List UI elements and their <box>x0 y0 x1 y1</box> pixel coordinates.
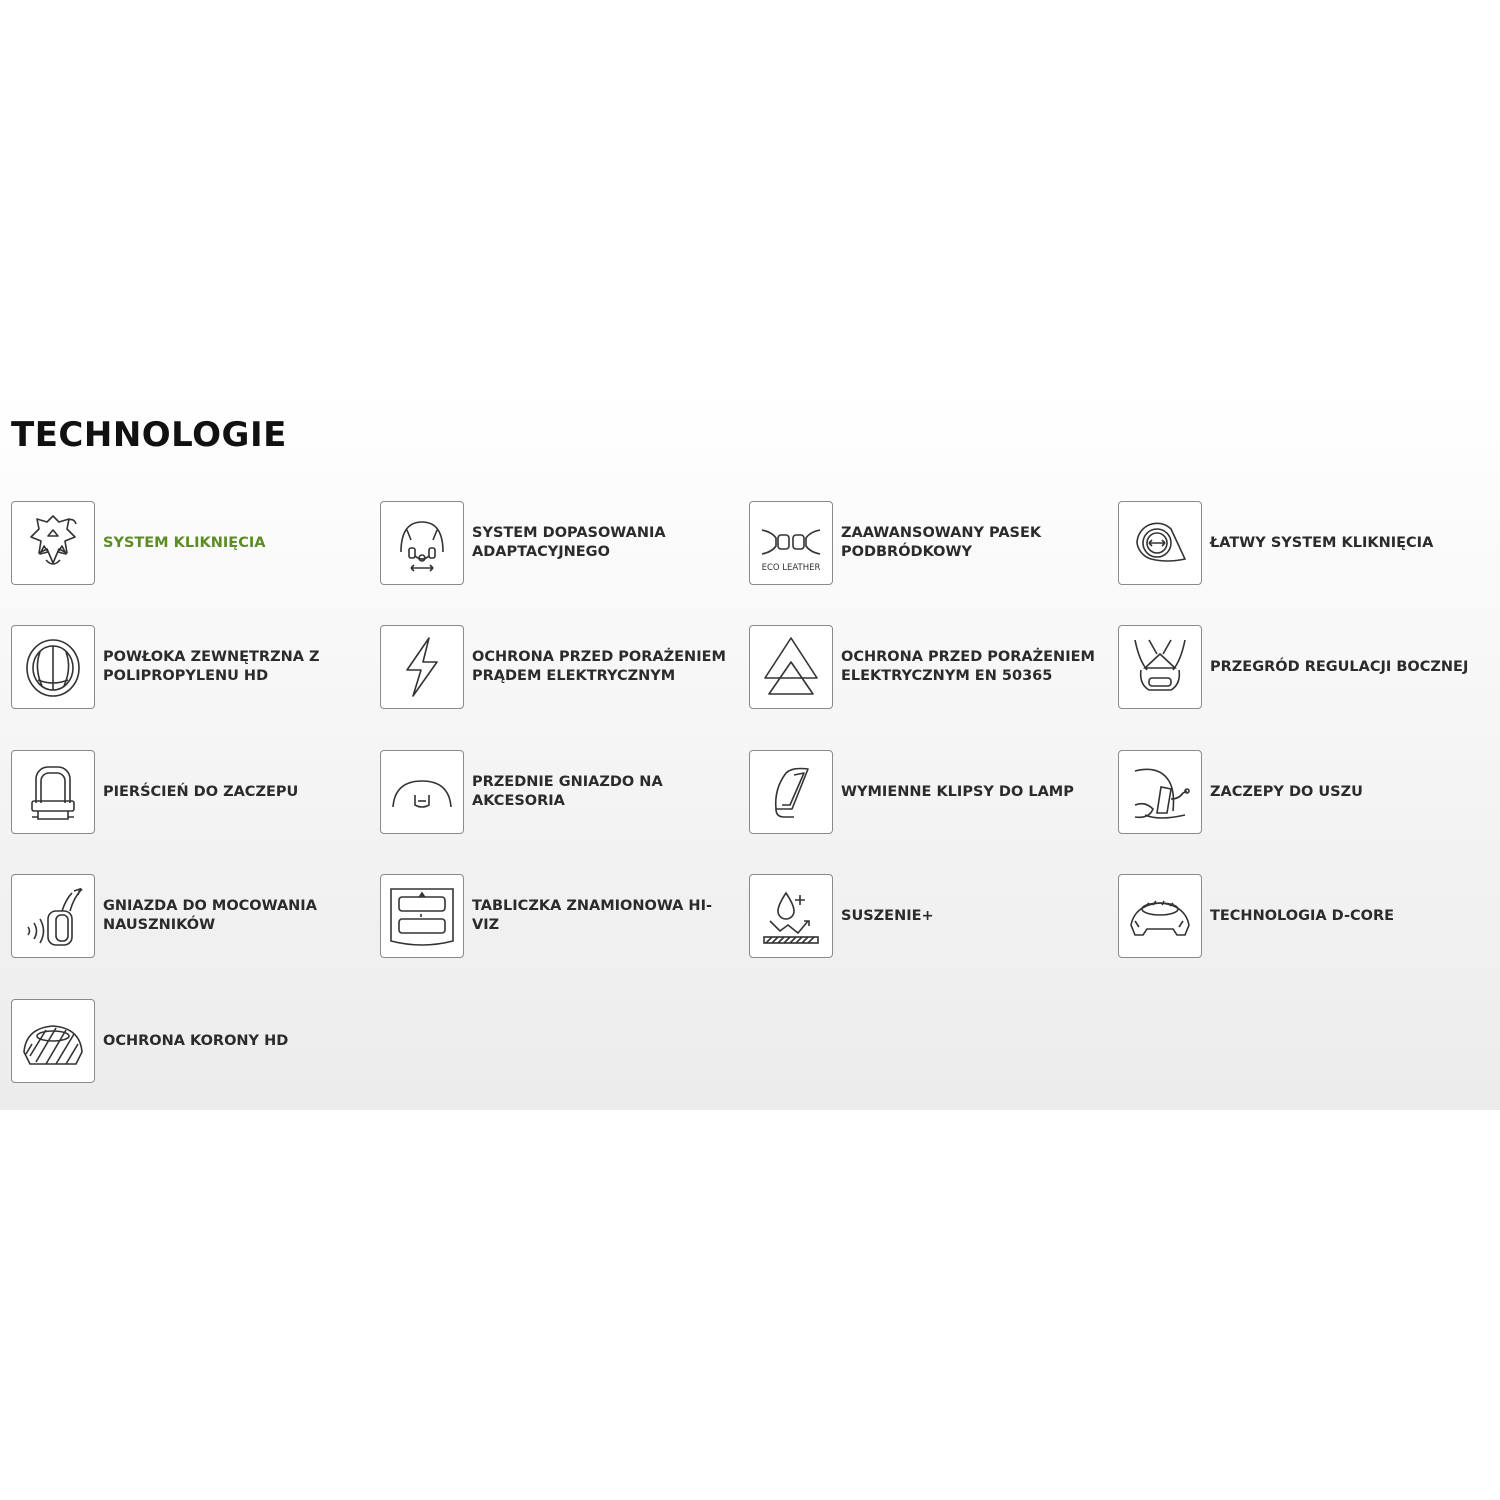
feature-label: SYSTEM DOPASOWANIA ADAPTACYJNEGO <box>472 525 666 560</box>
feature-zaczepy-uszu[interactable] <box>1118 747 1483 837</box>
feature-przegrod[interactable] <box>1118 622 1483 712</box>
feature-klipsy-lamp[interactable] <box>749 747 1114 837</box>
feature-label: WYMIENNE KLIPSY DO LAMP <box>841 783 1074 800</box>
feature-label: PRZEGRÓD REGULACJI BOCZNEJ <box>1210 658 1469 675</box>
feature-label: SUSZENIE+ <box>841 907 934 924</box>
eco-leather-text: ECO LEATHER <box>761 563 821 573</box>
feature-label: TABLICZKA ZNAMIONOWA HI-VIZ <box>472 898 712 933</box>
crown-protection-icon <box>11 999 95 1083</box>
feature-label: PIERŚCIEŃ DO ZACZEPU <box>103 783 299 800</box>
earmuff-icon <box>11 874 95 958</box>
shell-icon <box>11 625 95 709</box>
feature-gniazda-nausznikow[interactable] <box>11 871 376 961</box>
feature-system-dopasowania[interactable] <box>380 498 745 588</box>
feature-powloka[interactable] <box>11 622 376 712</box>
ear-hook-icon <box>1118 750 1202 834</box>
feature-pasek-podbrodkowy[interactable] <box>749 498 1114 588</box>
side-adjust-icon <box>1118 625 1202 709</box>
feature-label: ŁATWY SYSTEM KLIKNIĘCIA <box>1210 534 1434 551</box>
click-system-icon <box>11 501 95 585</box>
drying-icon <box>749 874 833 958</box>
feature-ochrona-korony[interactable] <box>11 996 376 1086</box>
feature-en-50365[interactable] <box>749 622 1114 712</box>
feature-label: SYSTEM KLIKNIĘCIA <box>103 534 266 551</box>
front-slot-icon <box>380 750 464 834</box>
feature-label: OCHRONA PRZED PORAŻENIEM ELEKTRYCZNYM EN 50365 <box>841 649 1095 684</box>
lamp-clip-icon <box>749 750 833 834</box>
feature-label: OCHRONA PRZED PORAŻENIEM PRĄDEM ELEKTRYCZNYM <box>472 649 726 684</box>
chinstrap-icon <box>749 501 833 585</box>
feature-suszenie[interactable] <box>749 871 1114 961</box>
feature-label: OCHRONA KORONY HD <box>103 1032 289 1049</box>
feature-tabliczka[interactable] <box>380 871 745 961</box>
feature-pierscien[interactable] <box>11 747 376 837</box>
double-triangle-icon <box>749 625 833 709</box>
ring-icon <box>11 750 95 834</box>
feature-d-core[interactable] <box>1118 871 1483 961</box>
feature-label: GNIAZDA DO MOCOWANIA NAUSZNIKÓW <box>103 898 317 933</box>
section-title: TECHNOLOGIE <box>11 415 287 455</box>
feature-label: POWŁOKA ZEWNĘTRZNA Z POLIPROPYLENU HD <box>103 649 320 684</box>
feature-label: PRZEDNIE GNIAZDO NA AKCESORIA <box>472 774 663 809</box>
easy-click-icon <box>1118 501 1202 585</box>
feature-ochrona-prad[interactable] <box>380 622 745 712</box>
lightning-icon <box>380 625 464 709</box>
feature-latwy-system[interactable] <box>1118 498 1483 588</box>
adaptive-fit-icon <box>380 501 464 585</box>
d-core-icon <box>1118 874 1202 958</box>
feature-przednie-gniazdo[interactable] <box>380 747 745 837</box>
feature-label: ZAAWANSOWANY PASEK PODBRÓDKOWY <box>841 525 1042 560</box>
feature-system-klikniecia[interactable] <box>11 498 376 588</box>
feature-label: TECHNOLOGIA D-CORE <box>1210 907 1395 924</box>
nameplate-icon <box>380 874 464 958</box>
feature-label: ZACZEPY DO USZU <box>1210 783 1363 800</box>
